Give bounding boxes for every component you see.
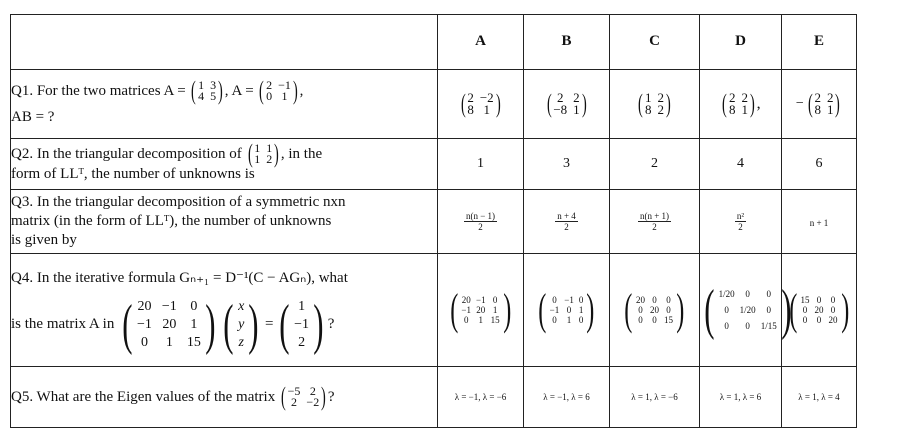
q2-option-d[interactable]: 4 — [700, 138, 782, 189]
q2-matrix: 1 1 1 2 — [254, 141, 273, 167]
question-4-text: Q4. In the iterative formula Gₙ₊₁ = D⁻¹(C − AGₙ), what is the matrix A in ( 20 −1 0 −1 20 1 0 1 15 ) ( x y z ) = ( 1 −1 2 ) ? — [11, 253, 438, 366]
question-row-3 — [11, 190, 857, 254]
q4-vector: x y z — [238, 298, 245, 350]
q2-line-2: form of LLᵀ, the number of unknowns is — [11, 166, 255, 183]
question-row-4 — [11, 253, 857, 366]
header-row — [11, 15, 857, 70]
q1-option-e[interactable]: − ( 2 2 8 1 ) — [782, 69, 857, 138]
q1-mid: , A = — [224, 82, 254, 99]
header-a: A — [438, 15, 524, 70]
question-2-text: Q2. In the triangular decomposition of ( 1 1 1 2 ) , in the form of LLᵀ, the number of unknowns is — [11, 138, 438, 189]
header-b: B — [524, 15, 610, 70]
q2-option-c[interactable]: 2 — [610, 138, 700, 189]
q4-rhs: 1 −1 2 — [294, 298, 310, 350]
q1-option-b[interactable]: ( 2 2 −8 1 ) — [524, 69, 610, 138]
q1-option-d[interactable]: ( 2 2 8 1 ) , — [700, 69, 782, 138]
q3-option-a[interactable]: $\frac{n(n - 1)}{2}$ — [438, 190, 524, 254]
q3-option-c[interactable]: $\frac{n(n + 1)}{2}$ — [610, 190, 700, 254]
header-c: C — [610, 15, 700, 70]
q4-option-d[interactable]: ( 1/20 0 0 0 1/20 0 0 0 1/15 ) — [700, 253, 782, 366]
q2-option-e[interactable]: 6 — [782, 138, 857, 189]
q5-matrix: −5 2 2 −2 — [287, 384, 320, 410]
q4-option-b[interactable]: ( 0 −1 0 −1 0 1 0 1 0 ) — [524, 253, 610, 366]
header-e: E — [782, 15, 857, 70]
q1-matrix-b: 2 −1 0 1 — [266, 78, 291, 104]
q1-matrix-a: 1 3 4 5 — [198, 78, 217, 104]
question-3-text: Q3. In the triangular decomposition of a symmetric nxn matrix (in the form of LLᵀ), the number of unknowns is given by — [11, 190, 438, 254]
q2-option-a[interactable]: 1 — [438, 138, 524, 189]
q2-option-b[interactable]: 3 — [524, 138, 610, 189]
q5-option-c[interactable]: λ = 1, λ = −6 — [610, 367, 700, 428]
q1-line-2: AB = ? — [11, 109, 55, 126]
q4-option-a[interactable]: ( 20 −1 0 −1 20 1 0 1 15 ) — [438, 253, 524, 366]
q3-option-d[interactable]: $\frac{\text{n²}}{2}$ — [700, 190, 782, 254]
q4-matrix: 20 −1 0 −1 20 1 0 1 15 — [137, 298, 201, 350]
question-1-text: Q1. For the two matrices A = ( 1 3 4 5 ) , A = ( 2 −1 0 1 ) , AB = ? — [11, 69, 438, 138]
q4-option-e[interactable]: ( 15 0 0 0 20 0 0 0 20 ) — [782, 253, 857, 366]
question-row-1 — [11, 69, 857, 138]
q5-option-a[interactable]: λ = −1, λ = −6 — [438, 367, 524, 428]
q4-option-c[interactable]: ( 20 0 0 0 20 0 0 0 15 ) — [610, 253, 700, 366]
question-5-text: Q5. What are the Eigen values of the matrix ( −5 2 2 −2 ) ? — [11, 367, 438, 428]
q1-option-a[interactable]: ( 2 −2 8 1 ) — [438, 69, 524, 138]
q1-option-c[interactable]: ( 1 2 8 2 ) — [610, 69, 700, 138]
q3-option-b[interactable]: $\frac{n + 4}{2}$ — [524, 190, 610, 254]
q5-option-d[interactable]: λ = 1, λ = 6 — [700, 367, 782, 428]
question-table — [10, 14, 857, 428]
header-d: D — [700, 15, 782, 70]
question-row-2 — [11, 138, 857, 189]
q4-line-1: Q4. In the iterative formula Gₙ₊₁ = D⁻¹(C − AGₙ), what — [11, 269, 348, 286]
q5-option-b[interactable]: λ = −1, λ = 6 — [524, 367, 610, 428]
header-blank — [11, 15, 438, 70]
q5-option-e[interactable]: λ = 1, λ = 4 — [782, 367, 857, 428]
q3-option-e[interactable]: n + 1 — [782, 190, 857, 254]
q1-prefix: Q1. For the two matrices A = — [11, 82, 186, 99]
question-row-5 — [11, 367, 857, 428]
